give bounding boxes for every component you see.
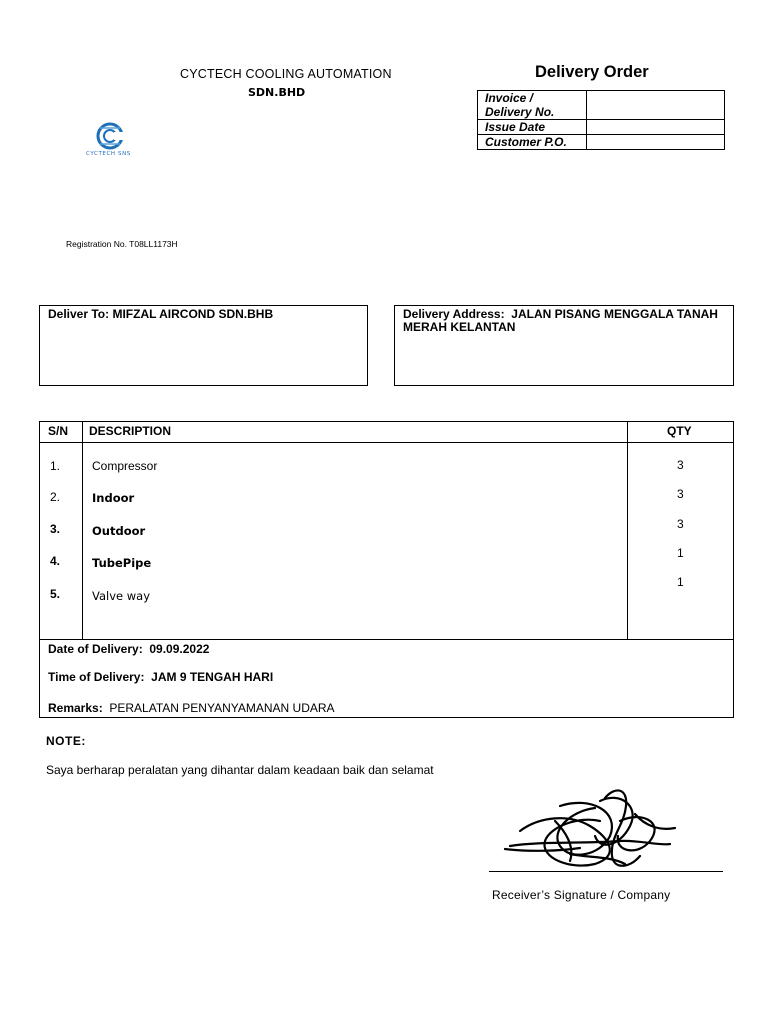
item-description: Compressor xyxy=(92,459,158,473)
column-divider xyxy=(82,422,83,640)
item-sn: 4. xyxy=(50,554,61,568)
header-qty: QTY xyxy=(667,424,692,438)
column-divider xyxy=(627,422,628,640)
deliver-to-value: MIFZAL AIRCOND SDN.BHB xyxy=(112,307,274,321)
item-qty: 1 xyxy=(677,575,684,589)
item-qty: 3 xyxy=(677,458,684,472)
company-suffix: SDN.BHD xyxy=(248,86,306,99)
time-value: JAM 9 TENGAH HARI xyxy=(151,670,274,684)
item-sn: 1. xyxy=(50,459,61,473)
info-label: Invoice / Delivery No. xyxy=(478,91,587,120)
date-of-delivery xyxy=(48,642,209,656)
logo-text: CYCTECH SNS xyxy=(86,151,131,157)
company-name: CYCTECH COOLING AUTOMATION xyxy=(180,67,392,81)
info-row-invoice xyxy=(478,91,725,120)
delivery-address-label: Delivery Address: xyxy=(403,307,512,321)
signature-line xyxy=(489,871,723,872)
info-row-issue-date xyxy=(478,120,725,135)
time-of-delivery xyxy=(48,670,273,684)
item-qty: 3 xyxy=(677,517,684,531)
company-logo xyxy=(78,118,148,168)
registration-number: Registration No. T08LL1173H xyxy=(66,239,178,249)
item-sn: 3. xyxy=(50,522,61,536)
info-label: Issue Date xyxy=(478,120,587,135)
remarks xyxy=(48,701,335,715)
info-value xyxy=(587,120,725,135)
deliver-to-box xyxy=(39,305,368,386)
date-value: 09.09.2022 xyxy=(149,642,210,656)
items-header xyxy=(40,422,733,443)
signature-scribble xyxy=(500,786,680,874)
info-label: Customer P.O. xyxy=(478,135,587,150)
item-sn: 2. xyxy=(50,490,61,504)
note-label: NOTE: xyxy=(46,734,86,748)
cyctech-logo-icon xyxy=(78,118,148,152)
signature-label: Receiver’s Signature / Company xyxy=(492,888,671,902)
remarks-value: PERALATAN PENYANYAMANAN UDARA xyxy=(109,701,335,715)
time-label: Time of Delivery: xyxy=(48,670,145,684)
items-table xyxy=(39,421,734,718)
info-value xyxy=(587,135,725,150)
info-row-customer-po xyxy=(478,135,725,150)
delivery-address-box xyxy=(394,305,734,386)
item-qty: 1 xyxy=(677,546,684,560)
deliver-to-label: Deliver To: xyxy=(48,307,113,321)
document-title: Delivery Order xyxy=(535,63,649,81)
delivery-address-value: JALAN PISANG MENGGALA TANAH MERAH KELANTAN xyxy=(403,307,718,334)
item-description: Indoor xyxy=(92,491,135,505)
invoice-info-table xyxy=(477,90,725,150)
signature-icon xyxy=(500,786,680,874)
header-description: DESCRIPTION xyxy=(89,424,172,438)
date-label: Date of Delivery: xyxy=(48,642,143,656)
info-value xyxy=(587,91,725,120)
remarks-label: Remarks: xyxy=(48,701,103,715)
item-description: Valve way xyxy=(92,589,151,603)
item-description: TubePipe xyxy=(92,556,152,570)
header-sn: S/N xyxy=(48,424,69,438)
item-sn: 5. xyxy=(50,587,61,601)
item-description: Outdoor xyxy=(92,524,146,538)
item-qty: 3 xyxy=(677,487,684,501)
items-divider xyxy=(40,639,733,640)
note-text: Saya berharap peralatan yang dihantar dalam keadaan baik dan selamat xyxy=(46,763,434,777)
